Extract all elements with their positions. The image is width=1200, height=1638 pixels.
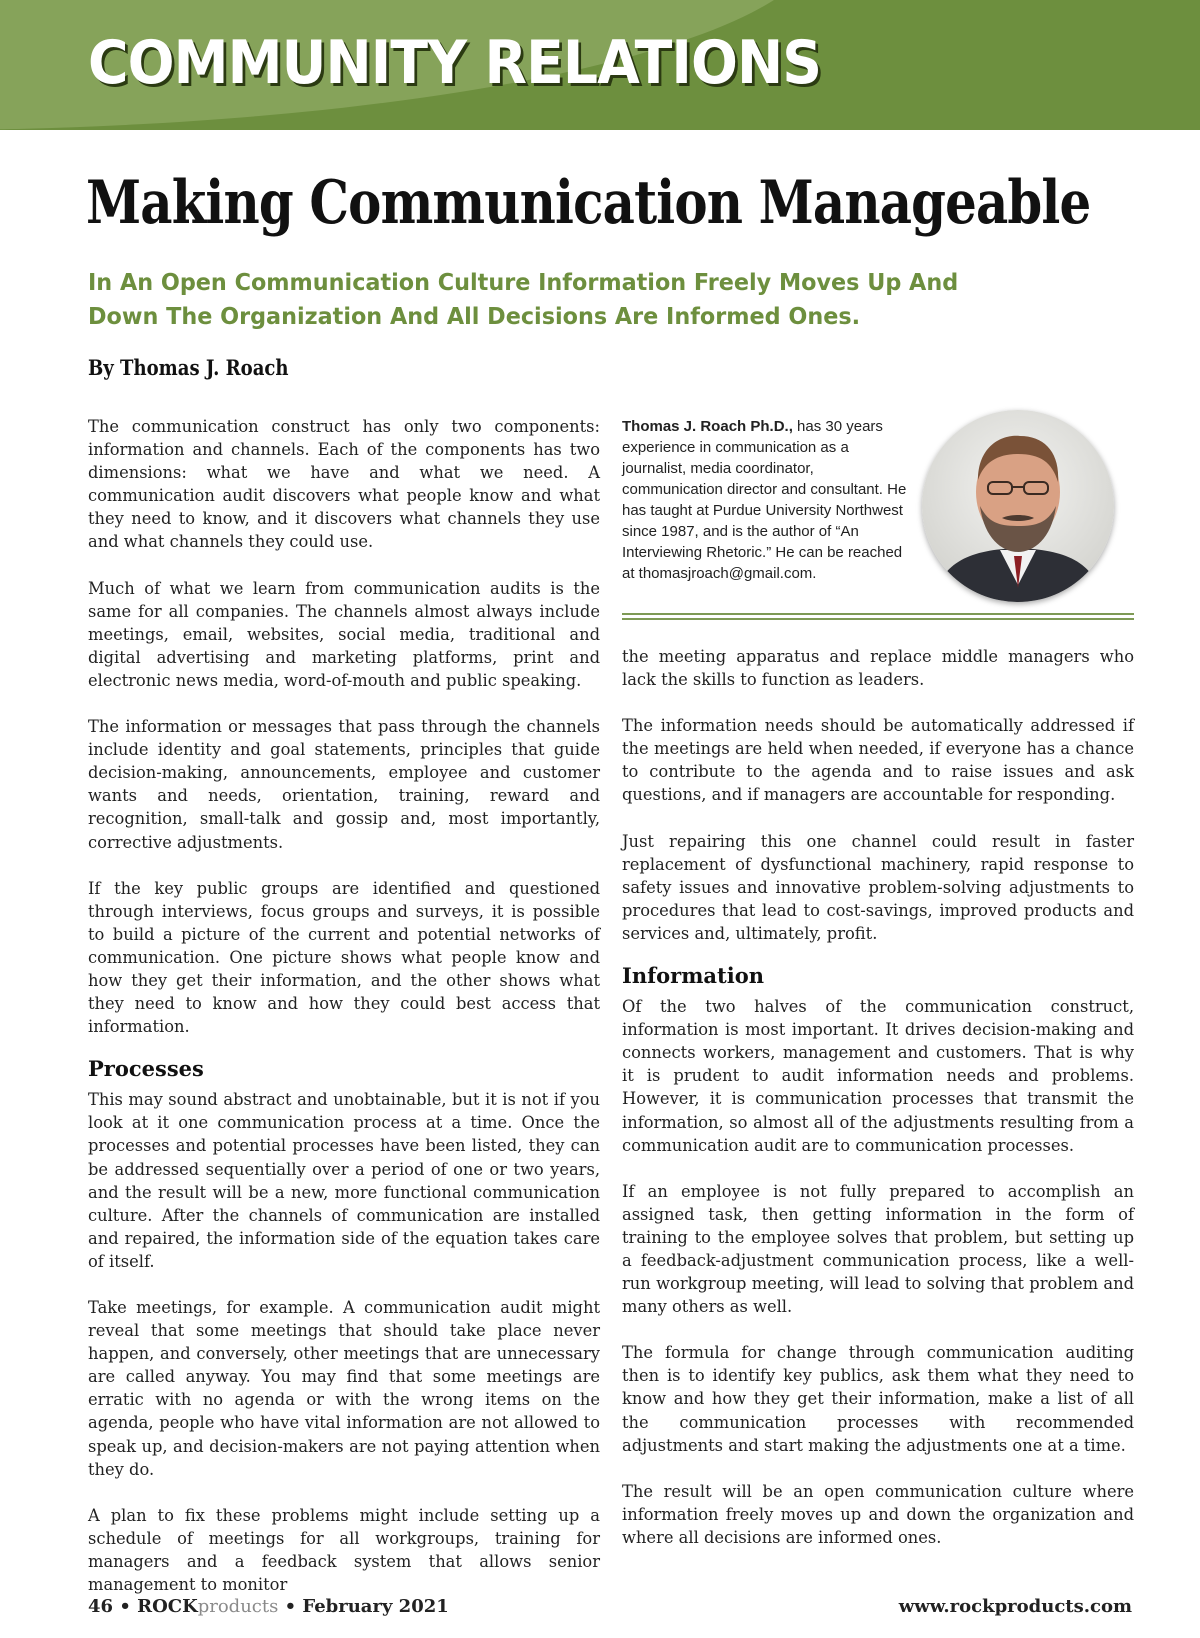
brand-sub: products [197,1596,279,1617]
folio-separator: • [113,1596,138,1617]
paragraph: Much of what we learn from communication audits is the same for all companies. The channels almost always include meetings, email, websites, social media, traditional and digital advertising and marketing platforms, print and electronic news media, word-of-mouth and public speaking. [88,578,600,690]
folio-separator: • [278,1596,303,1617]
footer-folio [88,1596,449,1617]
paragraph: If the key public groups are identified and questioned through interviews, focus groups and surveys, it is possible to build a picture of the current and potential networks of communication. One picture shows what people know and how they get their information, and the other shows what they need to know and how they could best access that information. [88,878,600,1037]
brand-main: ROCK [137,1596,198,1617]
author-bio [622,410,1134,620]
section-heading-processes: Processes [88,1056,204,1082]
paragraph: The information needs should be automatically addressed if the meetings are held when needed, if everyone has a chance to contribute to the agenda and to raise issues and ask questions, and if managers are accountable for responding. [622,716,1134,805]
section-banner [0,0,1200,130]
paragraph: This may sound abstract and unobtainable, but it is not if you look at it one communication process at a time. Once the processes and potential processes have been listed, they can be addressed sequentially over a period of one or two years, and the result will be a new, more functional communication culture. After the channels of communication are installed and repaired, the information side of the equation takes care of itself. [88,1090,600,1271]
author-name: Thomas J. Roach Ph.D., [622,418,793,435]
page-number: 46 [88,1596,114,1617]
article-byline: By Thomas J. Roach [88,355,289,380]
author-photo [922,410,1114,602]
author-bio-text [622,416,907,584]
article-headline: Making Communication Manageable [86,168,1091,238]
paragraph: the meeting apparatus and replace middle managers who lack the skills to function as leaders. [622,647,1134,690]
left-column [88,415,600,1619]
paragraph: The information or messages that pass through the channels include identity and goal statements, principles that guide decision-making, announcements, employee and customer wants and needs, orientation, training, reward and recognition, small-talk and gossip and, most importantly, corrective adjustments. [88,717,600,852]
bio-divider [622,613,1134,620]
paragraph: Of the two halves of the communication construct, information is most important. It drives decision-making and connects workers, management and customers. That is why it is prudent to audit information needs and problems. However, it is communication processes that transmit the information, so almost all of the adjustments resulting from a communication audit are to communication processes. [622,997,1134,1155]
article-subhead: In An Open Communication Culture Information Freely Moves Up And Down The Organization And All Decisions Are Informed Ones. [88,270,959,330]
paragraph: The result will be an open communication culture where information freely moves up and down the organization and where all decisions are informed ones. [622,1481,1134,1547]
paragraph: The formula for change through communication auditing then is to identify key publics, ask them what they need to know and how they get their information, make a list of all the communication processes with recommended adjustments and start making the adjustments one at a time. [622,1343,1134,1455]
author-bio-body: has 30 years experience in communication as a journalist, media coordinator, communication director and consultant. He has taught at Purdue University Northwest since 1987, and is the author of “An Interviewing Rhetoric.” He can be reached at thomasjroach@gmail.com. [622,418,907,582]
paragraph: If an employee is not fully prepared to accomplish an assigned task, then getting information in the form of training to the employee solves that problem, but setting up a feedback-adjustment communication process, like a well-run workgroup meeting, will lead to solving that problem and many others as well. [622,1181,1134,1317]
author-portrait-image [922,410,1114,602]
paragraph: A plan to fix these problems might include setting up a schedule of meetings for all workgroups, training for managers and a feedback system that allows senior management to monitor [88,1505,600,1595]
paragraph: The communication construct has only two components: information and channels. Each of the components has two dimensions: what we have and what we need. A communication audit discovers what people know and what they need to know, and it discovers what channels they use and what channels they could use. [88,417,600,552]
right-column [622,645,1134,1572]
footer-url[interactable]: www.rockproducts.com [898,1596,1132,1617]
section-title: COMMUNITY RELATIONS [88,28,822,98]
paragraph: Just repairing this one channel could result in faster replacement of dysfunctional machinery, rapid response to safety issues and innovative problem-solving adjustments to procedures that lead to cost-savings, improved products and services and, ultimately, profit. [622,831,1134,943]
section-heading-information: Information [622,963,764,989]
issue-date: February 2021 [302,1596,449,1617]
paragraph: Take meetings, for example. A communication audit might reveal that some meetings that should take place never happen, and conversely, other meetings that are unnecessary are called anyway. You may find that some meetings are erratic with no agenda or with the wrong items on the agenda, people who have vital information are not allowed to speak up, and decision-makers are not paying attention when they do. [88,1298,600,1479]
